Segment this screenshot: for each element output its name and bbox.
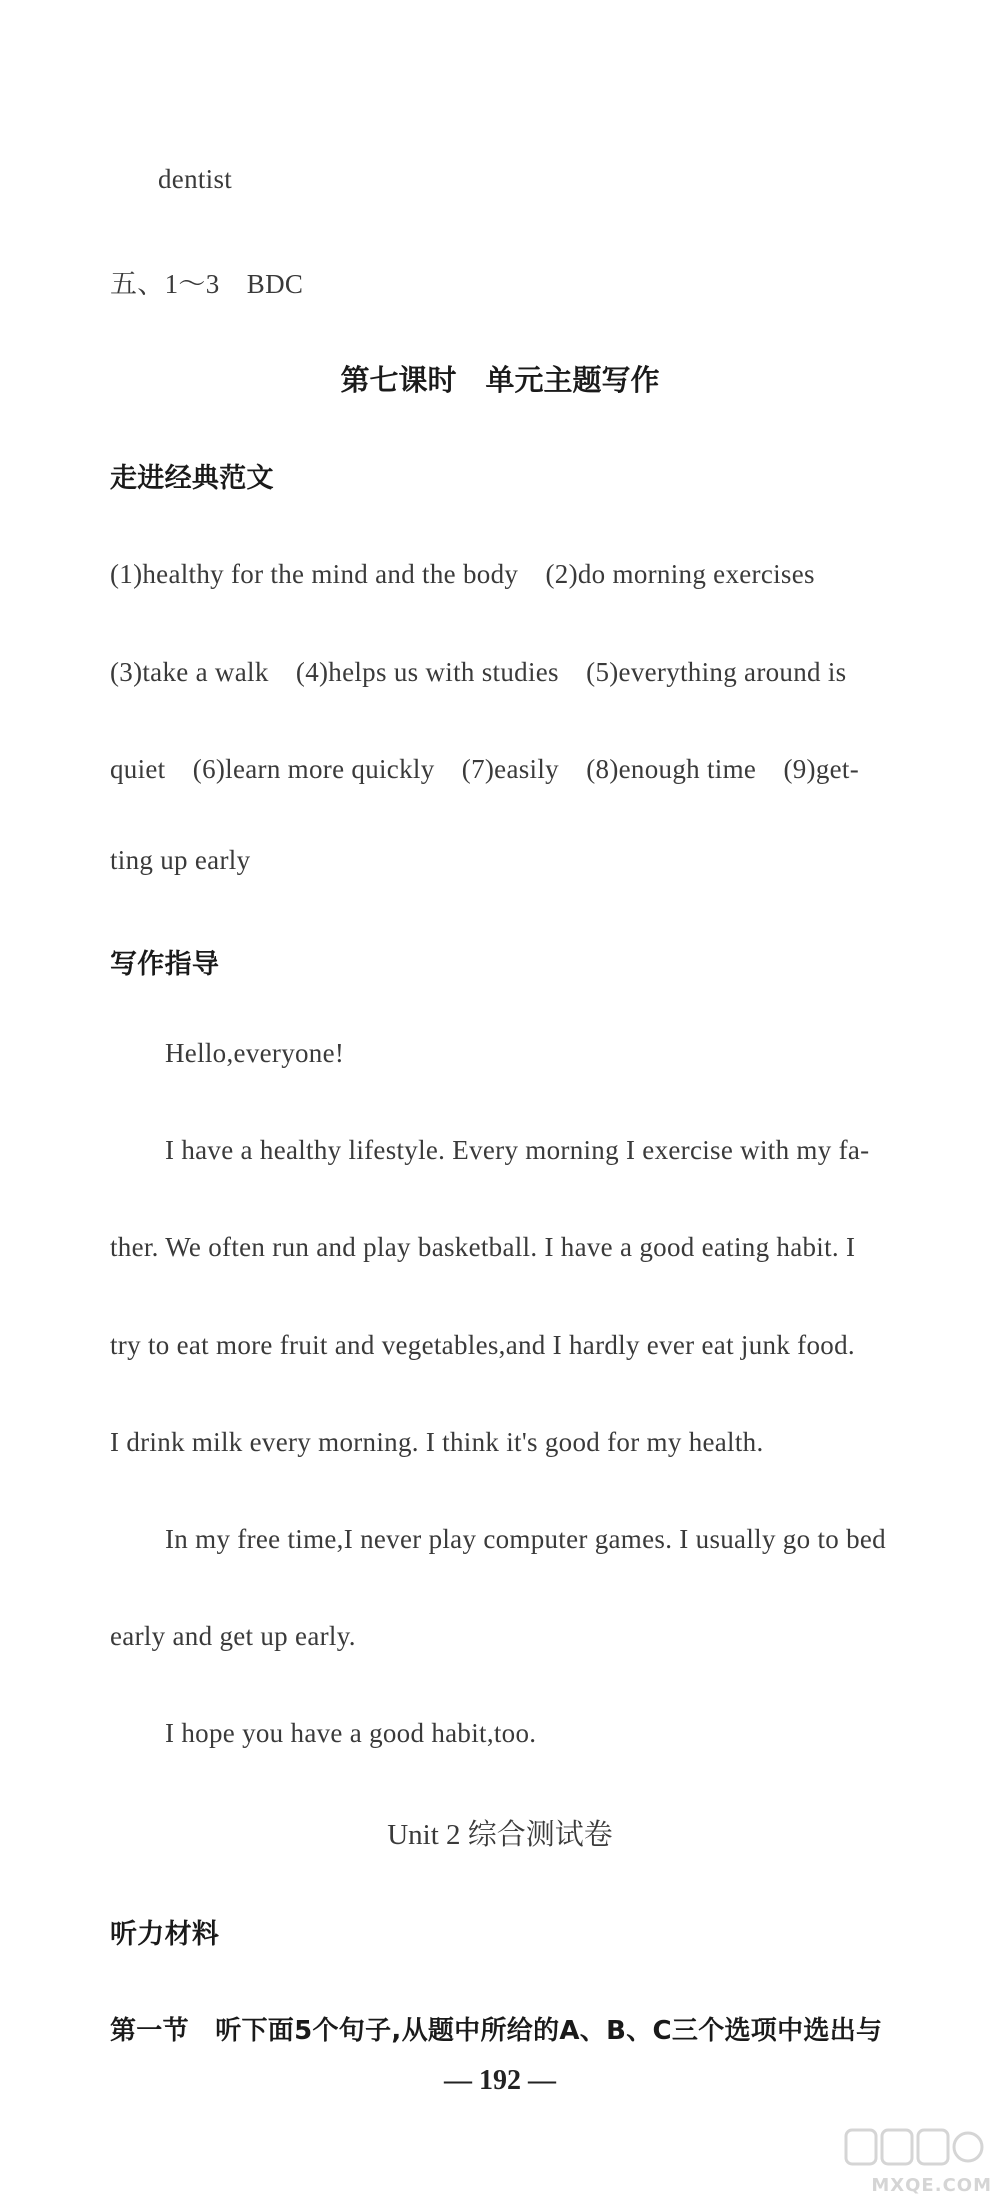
unit-test-title: Unit 2 综合测试卷 (387, 1819, 613, 1851)
essay-line: Hello,everyone! (165, 1038, 345, 1068)
page-number: — 192 — (444, 2065, 556, 2096)
listening-instruction: 第一节 听下面5个句子,从题中所给的A、B、C三个选项中选出与 (110, 2016, 883, 2046)
answer-line: 五、1～3 BDC (110, 269, 304, 299)
watermark (842, 2126, 992, 2196)
section-heading-listening: 听力材料 (110, 1919, 220, 1950)
answer-line: dentist (158, 164, 233, 194)
essay-line: try to eat more fruit and vegetables,and I hardly ever eat junk food. (110, 1330, 855, 1360)
essay-line: early and get up early. (110, 1621, 356, 1651)
watermark-logo-icon (844, 2126, 984, 2170)
section-heading-guide: 写作指导 (110, 949, 220, 980)
section-heading-model: 走进经典范文 (110, 463, 274, 494)
watermark-text: MXQE.COM (871, 2175, 992, 2196)
essay-line: I hope you have a good habit,too. (165, 1718, 537, 1748)
lesson-title: 第七课时 单元主题写作 (340, 363, 660, 397)
essay-line: ther. We often run and play basketball. I have a good eating habit. I (110, 1232, 856, 1262)
essay-line: I drink milk every morning. I think it's good for my health. (110, 1427, 764, 1457)
answer-line: (1)healthy for the mind and the body (2)do morning exercises (110, 559, 815, 589)
answer-line: ting up early (110, 845, 251, 875)
essay-line: I have a healthy lifestyle. Every morning I exercise with my fa- (165, 1135, 870, 1165)
answer-line: quiet (6)learn more quickly (7)easily (8)enough time (9)get- (110, 754, 860, 784)
essay-line: In my free time,I never play computer games. I usually go to bed (165, 1524, 886, 1554)
answer-line: (3)take a walk (4)helps us with studies (5)everything around is (110, 657, 847, 687)
